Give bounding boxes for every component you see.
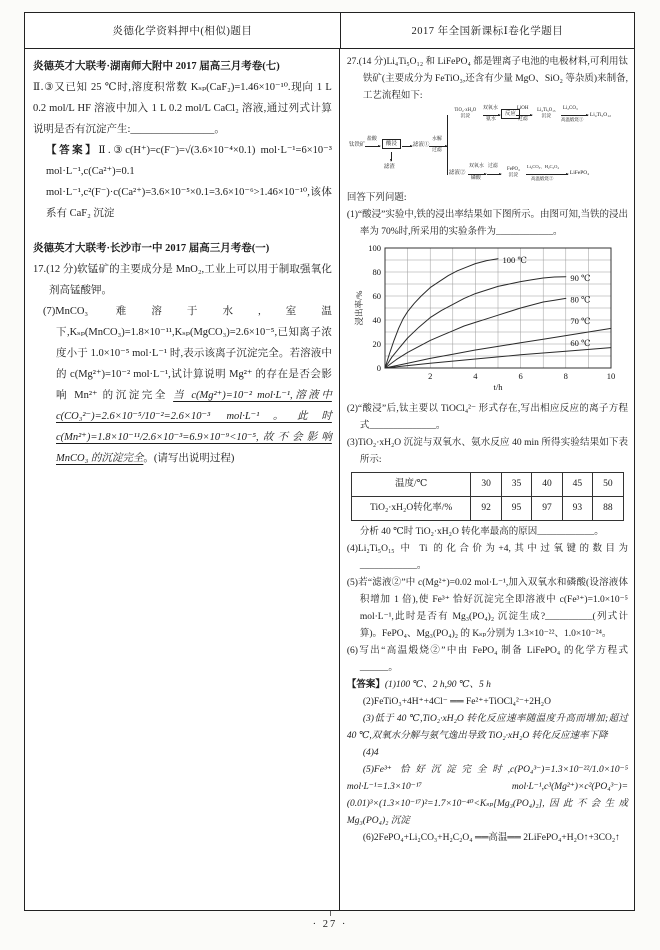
- table-row: [351, 497, 623, 521]
- flow-filtrate2: 滤液②: [448, 170, 466, 176]
- svg-text:100: 100: [368, 243, 381, 253]
- svg-text:90 ℃: 90 ℃: [570, 273, 591, 283]
- flow-li2ti5o15-precipitate: [533, 108, 560, 119]
- flow-arrow: [561, 115, 588, 116]
- svg-text:4: 4: [473, 371, 478, 381]
- flow-arrow: [365, 146, 380, 147]
- flow-filter-label: 过滤: [517, 117, 528, 122]
- table-row: [351, 473, 623, 497]
- table-cell: 92: [471, 497, 501, 521]
- right-column: [340, 49, 634, 910]
- svg-text:60: 60: [372, 291, 381, 301]
- process-flow-diagram: [349, 106, 628, 188]
- q7-tail: 。(请写出说明过程): [143, 453, 235, 464]
- table-cell: 95: [501, 497, 531, 521]
- flow-li2ti5o15-line2: 沉淀: [541, 113, 552, 119]
- flow-ammonia-label: 氨水: [485, 117, 496, 122]
- svg-text:浸出率/%: 浸出率/%: [353, 290, 364, 326]
- table-cell: 88: [593, 497, 623, 521]
- svg-text:60 ℃: 60 ℃: [570, 337, 591, 348]
- flow-arrow: [402, 146, 412, 147]
- flow-arrow: [483, 115, 500, 116]
- table-cell: 45: [562, 473, 592, 497]
- flow-residue: 滤渣: [383, 164, 395, 170]
- exam2-title: 炎德英才大联考·长沙市一中 2017 届高三月考卷(一): [33, 243, 270, 254]
- header-row: [25, 13, 634, 49]
- answer-3: (3)低于 40 ℃,TiO₂·xH₂O 转化反应速率随温度升高而增加;超过 40 ℃,双氧水分解与氨气逸出导致 TiO₂·xH₂O 转化反应速率下降: [346, 714, 628, 741]
- flow-filter-label: 过滤: [487, 164, 498, 169]
- header-right-title: 2017 年全国新课标Ⅰ卷化学题目: [411, 26, 564, 37]
- flow-branch-bracket: [447, 115, 448, 175]
- leach-rate-chart: [351, 242, 621, 399]
- page-frame: [24, 12, 635, 911]
- q17-part7: [43, 301, 332, 469]
- answer-6: (6)2FePO₄+Li₂CO₃+H₂C₂O₄ ══高温══ 2LiFePO₄+H₂O↑+3CO₂↑: [362, 833, 620, 843]
- conversion-table: [351, 472, 624, 521]
- flow-leach-box: 酸浸: [382, 139, 401, 149]
- question-3: (3)TiO₂·xH₂O 沉淀与双氧水、氨水反应 40 min 所得实验结果如下表所示:: [346, 438, 628, 465]
- svg-text:80: 80: [372, 267, 381, 277]
- exam1-title: 炎德英才大联考·湖南师大附中 2017 届高三月考卷(七): [33, 61, 280, 72]
- svg-text:100 ℃: 100 ℃: [502, 255, 527, 265]
- q17-intro: 17.(12 分)软锰矿的主要成分是 MnO₂,工业上可以用于制取强氧化剂高锰酸钾。: [33, 264, 332, 296]
- table-cell: 97: [532, 497, 562, 521]
- page-number: · 27 ·: [312, 919, 348, 930]
- flow-h2o2-label: 双氧水: [482, 106, 498, 111]
- flow-li4ti5o12-product: Li₄Ti₅O₁₂: [589, 112, 612, 118]
- table-cell: TiO₂·xH₂O转化率/%: [351, 497, 471, 521]
- q7-stem: (7)MnCO₃ 难溶于水,室温下,Kₛₚ(MnCO₃)=1.8×10⁻¹¹,Kₛₚ(MgCO₃)=2.6×10⁻⁵,已知离子浓度小于 1.0×10⁻⁵ mol·L⁻¹ 时,表示该离子沉淀完全。若溶液中的 c(Mg²⁺)=10⁻² mol·L⁻¹,试计算说明 Mg²⁺ 的存在是否会影响 Mn²⁺ 的沉淀完全: [43, 306, 332, 401]
- table-cell: 温度/℃: [351, 473, 471, 497]
- flow-reagents-label: Li₂CO₃、H₂C₂O₄: [526, 164, 559, 169]
- flow-filtrate1: 滤液①: [412, 142, 430, 148]
- flow-h2o2-label: 双氧水: [468, 164, 484, 169]
- flow-tio2-line2: 沉淀: [460, 113, 471, 119]
- answer-2: (2)FeTiO₃+4H⁺+4Cl⁻ ══ Fe²⁺+TiOCl₄²⁻+2H₂O: [362, 697, 551, 707]
- question-6: (6)写出“高温煅烧②”中由 FePO₄ 制备 LiFePO₄ 的化学方程式______。: [346, 646, 628, 673]
- exam1-question: Ⅱ.③又已知 25 ℃时,溶度积常数 Kₛₚ(CaF₂)=1.46×10⁻¹⁰.现向 1 L 0.2 mol/L HF 溶液中加入 1 L 0.2 mol/L CaCl₂ 溶液,通过列式计算说明是否有沉淀产生:________________。: [33, 82, 332, 135]
- answer-1-text: (1)100 ℃、2 h,90 ℃、5 h: [384, 680, 491, 690]
- flow-acid-label: 盐酸: [366, 137, 377, 142]
- table-cell: 93: [562, 497, 592, 521]
- flow-arrow: [526, 174, 568, 175]
- flow-arrow: [468, 174, 486, 175]
- table-cell: 40: [532, 473, 562, 497]
- svg-text:40: 40: [372, 315, 381, 325]
- svg-text:6: 6: [518, 371, 523, 381]
- flow-tio2-line1: TiO₂·xH₂O: [454, 108, 477, 113]
- answer-label: 【答案】: [46, 145, 99, 156]
- left-column: [25, 49, 340, 910]
- flow-fepo4-line1: FePO₄: [507, 167, 520, 172]
- question-2: (2)“酸浸”后,钛主要以 TiOCl₄²⁻ 形式存在,写出相应反应的离子方程式______________。: [346, 404, 628, 431]
- flow-phosphoric-acid-label: 磷酸: [470, 176, 481, 181]
- svg-text:10: 10: [606, 371, 616, 381]
- flow-react-box: 反应: [501, 109, 520, 119]
- table-cell: 50: [593, 473, 623, 497]
- q27-intro: 27.(14 分)Li₄Ti₅O₁₂ 和 LiFePO₄ 都是锂离子电池的电极材料,可利用钛铁矿(主要成分为 FeTiO₃,还含有少量 MgO、SiO₂ 等杂质)来制备,工艺流程如下:: [346, 57, 628, 101]
- exam1-answer: [33, 140, 332, 224]
- question-4: (4)Li₂Ti₅O₁₅ 中 Ti 的化合价为+4,其中过氧键的数目为____________。: [346, 544, 628, 571]
- answer-1: [347, 677, 628, 694]
- svg-text:8: 8: [563, 371, 568, 381]
- flow-arrow: [487, 174, 501, 175]
- question-5: (5)若“滤液②”中 c(Mg²⁺)=0.02 mol·L⁻¹,加入双氧水和磷酸(设溶液体积增加 1 倍),使 Fe³⁺ 恰好沉淀完全即溶液中 c(Fe³⁺)=1.0×10⁻⁵ mol·L⁻¹,此时是否有 Mg₃(PO₄)₂ 沉淀生成?__________(列式计算)。FePO₄、Mg₃(PO₄)₂ 的 Kₛₚ分别为 1.3×10⁻²²、1.0×10⁻²⁴。: [346, 578, 628, 639]
- svg-text:70 ℃: 70 ℃: [570, 316, 591, 327]
- flow-fepo4-line2: 沉淀: [508, 172, 519, 178]
- flow-tio2-precipitate: [449, 108, 482, 119]
- flow-fepo4-precipitate: [503, 167, 524, 178]
- q7-filled-answer: 当 c(Mg²⁺)=10⁻² mol·L⁻¹,溶液中 c(CO₃²⁻)=2.6×10⁻⁵/10⁻²=2.6×10⁻³ mol·L⁻¹。此时 c(Mn²⁺)=1.8×10⁻¹¹/2.6×10⁻³=6.9×10⁻⁹<10⁻⁵,故不会影响 MnCO₃ 的沉淀完全: [56, 390, 332, 464]
- svg-text:2: 2: [427, 371, 433, 381]
- two-column-body: [25, 49, 634, 910]
- svg-text:0: 0: [376, 363, 381, 373]
- question-3-followup: 分析 40 ℃时 TiO₂·xH₂O 转化率最高的原因____________。: [359, 527, 604, 537]
- exam1-answer-text: Ⅱ.③c(H⁺)=c(F⁻)=√(3.6×10⁻⁴×0.1) mol·L⁻¹=6×10⁻³ mol·L⁻¹,c(Ca²⁺)=0.1 mol·L⁻¹,c²(F⁻)·c(Ca²⁺)=3.6×10⁻⁵×0.1=3.6×10⁻⁶>1.46×10⁻¹⁰,该体系有 CaF₂ 沉淀: [46, 145, 332, 219]
- table-cell: 30: [471, 473, 501, 497]
- flow-filter-label: 过滤: [431, 148, 442, 153]
- flow-arrow: [429, 146, 447, 147]
- center-crop-mark: [330, 911, 331, 916]
- table-cell: 35: [501, 473, 531, 497]
- question-1: (1)“酸浸”实验中,铁的浸出率结果如下图所示。由图可知,当铁的浸出率为 70%时,所采用的实验条件为____________。: [346, 210, 628, 237]
- flow-down-arrow: [391, 152, 392, 161]
- flow-arrow: [516, 115, 532, 116]
- header-left-title: 炎德化学资料押中(相似)题目: [25, 13, 341, 48]
- prompt: 回答下列问题:: [346, 193, 407, 203]
- flow-lioh-label: LiOH: [516, 106, 529, 111]
- flow-calcine1-label: 高温煅烧①: [560, 117, 584, 122]
- answer-5: (5)Fe³⁺ 恰好沉淀完全时,c(PO₄³⁻)=1.3×10⁻²²/1.0×10⁻⁵ mol·L⁻¹=1.3×10⁻¹⁷ mol·L⁻¹,c³(Mg²⁺)×c²(PO₄³⁻)=(0.01)³×(1.3×10⁻¹⁷)²=1.7×10⁻⁴⁰<Kₛₚ[Mg₃(PO₄)₂],因此不会生成 Mg₃(PO₄)₂ 沉淀: [346, 765, 628, 826]
- answer-label: 【答案】: [346, 680, 385, 690]
- flow-lifepo4-product: LiFePO₄: [569, 170, 590, 176]
- flow-li2co3-label: Li₂CO₃: [562, 106, 578, 111]
- flow-calcine2-label: 高温煅烧②: [530, 176, 554, 181]
- flow-hydrolysis-label: 水解: [431, 137, 442, 142]
- flow-li2ti5o15-line1: Li₂Ti₅O₁₅: [537, 108, 556, 113]
- flow-source: 钛铁矿: [348, 142, 366, 148]
- svg-text:20: 20: [372, 339, 381, 349]
- svg-text:80 ℃: 80 ℃: [570, 294, 591, 305]
- svg-text:t/h: t/h: [493, 382, 503, 392]
- answer-4: (4)4: [362, 748, 379, 758]
